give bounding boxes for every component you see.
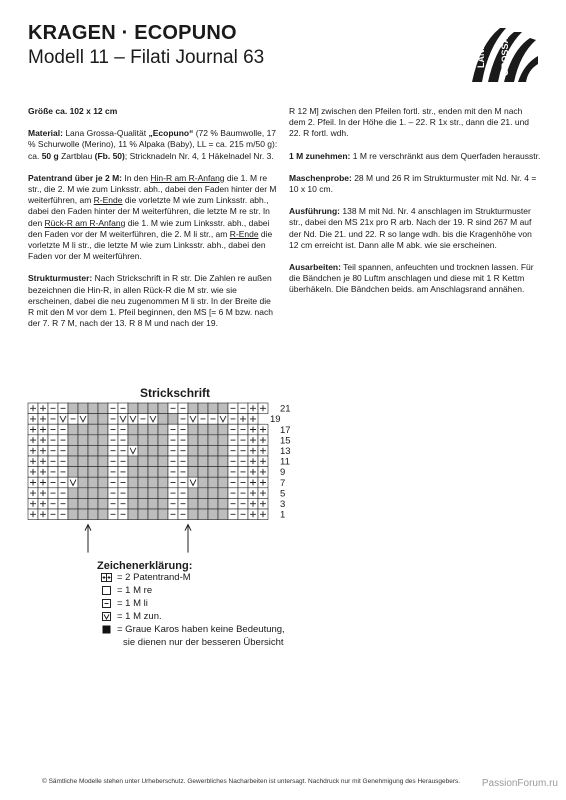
chart-cell <box>68 403 78 414</box>
chart-cell <box>138 445 148 456</box>
patent-symbol-icon <box>101 573 112 582</box>
chart-cell <box>198 488 208 499</box>
row-number-label: 1 <box>280 509 286 521</box>
chart-cell <box>158 467 168 478</box>
chart-cell <box>138 435 148 446</box>
chart-cell <box>188 488 198 499</box>
chart-cell <box>208 435 218 446</box>
size-heading: Größe ca. 102 x 12 cm <box>28 106 118 116</box>
row-number-label: 17 <box>280 424 291 436</box>
chart-cell <box>88 424 98 435</box>
chart-cell <box>138 456 148 467</box>
chart-cell <box>208 424 218 435</box>
chart-cell <box>138 467 148 478</box>
legend-title: Zeichenerklärung: <box>97 560 193 572</box>
svg-text:GROSSA: GROSSA <box>500 36 510 76</box>
chart-cell <box>208 467 218 478</box>
chart-cell <box>68 498 78 509</box>
chart-cell <box>128 467 138 478</box>
chart-cell <box>188 445 198 456</box>
chart-cell <box>218 456 228 467</box>
chart-cell <box>208 488 218 499</box>
material-paragraph: Material: Lana Grossa-Qualität „Ecopuno“ (72 % Baumwolle, 17 % Schurwolle (Merino), 11 % Alpaka (Baby), LL = ca. 215 m/50 g): ca. 50 g Zartblau (Fb. 50); Stricknadeln Nr. 4, 1 Häkelnadel Nr. 3. <box>28 128 278 161</box>
chart-cell <box>158 509 168 520</box>
chart-cell <box>128 498 138 509</box>
chart-cell <box>88 435 98 446</box>
chart-cell <box>98 445 108 456</box>
chart-cell <box>78 435 88 446</box>
chart-cell <box>78 509 88 520</box>
chart-cell <box>218 509 228 520</box>
chart-cell <box>218 477 228 488</box>
chart-cell <box>208 509 218 520</box>
chart-cell <box>138 403 148 414</box>
chart-cell <box>218 424 228 435</box>
legend-item-purl: = 1 M li <box>101 598 148 609</box>
gauge-paragraph: Maschenprobe: 28 M und 26 R im Strukturmuster mit Nd. Nr. 4 = 10 x 10 cm. <box>289 172 537 195</box>
chart-cell <box>138 477 148 488</box>
chart-cell <box>98 488 108 499</box>
chart-cell <box>78 477 88 488</box>
chart-cell <box>88 445 98 456</box>
chart-cell <box>98 435 108 446</box>
chart-cell <box>78 488 88 499</box>
page-subtitle: Modell 11 – Filati Journal 63 <box>28 47 265 68</box>
chart-cell <box>148 477 158 488</box>
chart-cell <box>148 456 158 467</box>
chart-cell <box>98 498 108 509</box>
chart-cell <box>138 424 148 435</box>
row-number-label: 15 <box>280 435 291 447</box>
chart-cell <box>208 477 218 488</box>
chart-cell <box>208 445 218 456</box>
chart-cell <box>158 414 168 425</box>
knit-symbol-icon <box>101 586 112 595</box>
chart-cell <box>98 414 108 425</box>
chart-cell <box>148 435 158 446</box>
chart-cell <box>128 488 138 499</box>
row-number-label: 9 <box>280 467 286 479</box>
chart-cell <box>98 424 108 435</box>
chart-cell <box>78 456 88 467</box>
legend-item-knit: = 1 M re <box>101 585 152 596</box>
legend-item-gray: = Graue Karos haben keine Bedeutung, <box>101 624 285 635</box>
chart-cell <box>158 498 168 509</box>
chart-cell <box>78 498 88 509</box>
chart-cell <box>208 403 218 414</box>
chart-cell <box>68 424 78 435</box>
chart-cell <box>188 403 198 414</box>
chart-cell <box>198 467 208 478</box>
chart-cell <box>198 509 208 520</box>
row-number-label: 7 <box>280 477 286 489</box>
chart-cell <box>138 488 148 499</box>
increase-symbol-icon <box>101 612 112 621</box>
chart-cell <box>148 424 158 435</box>
chart-cell <box>98 477 108 488</box>
row-number-label: 5 <box>280 488 286 500</box>
chart-cell <box>168 414 178 425</box>
row-number-label: 19 <box>270 414 281 426</box>
chart-cell <box>148 403 158 414</box>
chart-cell <box>148 445 158 456</box>
chart-cell <box>88 488 98 499</box>
gray-square-icon <box>101 625 112 634</box>
page-title: KRAGEN · ECOPUNO <box>28 22 237 44</box>
chart-cell <box>218 435 228 446</box>
pattern-continued: R 12 M] zwischen den Pfeilen fortl. str., enden mit den M nach dem 2. Pfeil. In der Höhe die 1. – 22. R 1x str., dann die 21. und 22. R fortl. wdh. <box>289 106 530 139</box>
chart-cell <box>88 414 98 425</box>
chart-cell <box>198 445 208 456</box>
chart-cell <box>78 467 88 478</box>
chart-cell <box>68 467 78 478</box>
chart-cell <box>148 467 158 478</box>
chart-cell <box>128 424 138 435</box>
chart-cell <box>88 467 98 478</box>
legend-item-patent: = 2 Patentrand-M <box>101 572 191 583</box>
chart-cell <box>128 403 138 414</box>
chart-cell <box>188 498 198 509</box>
chart-cell <box>148 498 158 509</box>
chart-cell <box>78 403 88 414</box>
row-number-label: 11 <box>280 456 290 468</box>
chart-cell <box>198 477 208 488</box>
chart-cell <box>138 498 148 509</box>
chart-cell <box>198 435 208 446</box>
chart-cell <box>78 424 88 435</box>
chart-cell <box>208 498 218 509</box>
chart-cell <box>188 435 198 446</box>
chart-cell <box>188 509 198 520</box>
legend-item-increase: = 1 M zun. <box>101 611 162 622</box>
chart-cell <box>158 488 168 499</box>
chart-cell <box>158 435 168 446</box>
chart-cell <box>98 403 108 414</box>
chart-cell <box>188 467 198 478</box>
chart-cell <box>158 403 168 414</box>
chart-cell <box>88 509 98 520</box>
chart-cell <box>218 467 228 478</box>
chart-cell <box>98 467 108 478</box>
watermark: PassionForum.ru <box>481 778 558 789</box>
chart-cell <box>68 445 78 456</box>
purl-symbol-icon <box>101 599 112 608</box>
finishing-paragraph: Ausarbeiten: Teil spannen, anfeuchten und trocknen lassen. Für die Bändchen je 80 Luftm anschlagen und diese mit 1 R Kettm überhäkeln. Die Bändchen beids. am Anschlagsrand annähen. <box>289 262 534 295</box>
chart-cell <box>198 403 208 414</box>
copyright-footer: © Sämtliche Modelle stehen unter Urheberschutz. Gewerbliches Nacharbeiten ist untersagt. Nachdruck nur mit Genehmigung des Herausgebers. <box>42 778 461 785</box>
chart-cell <box>218 403 228 414</box>
pattern-paragraph: Strukturmuster: Nach Strickschrift in R str. Die Zahlen re außen bezeichnen die Hin-R, in allen Rück-R die M str. wie sie erscheinen, dabei die neu zugenommen M li str. In der Breite die R mit den M vor dem 1. Pfeil beginnen, den MS [= 6 M bzw. nach der 7. R 7 M, nach der 13. R 8 M und nach der 19. <box>28 273 273 329</box>
chart-cell <box>138 509 148 520</box>
chart-cell <box>88 456 98 467</box>
legend-note: sie dienen nur der besseren Übersicht <box>123 637 284 648</box>
row-number-label: 3 <box>280 499 286 510</box>
chart-cell <box>128 456 138 467</box>
chart-cell <box>158 445 168 456</box>
chart-cell <box>148 488 158 499</box>
chart-cell <box>68 435 78 446</box>
increase-paragraph: 1 M zunehmen: 1 M re verschränkt aus dem Querfaden herausstr. <box>289 150 541 161</box>
chart-cell <box>128 477 138 488</box>
chart-cell <box>218 488 228 499</box>
chart-cell <box>218 445 228 456</box>
execution-paragraph: Ausführung: 138 M mit Nd. Nr. 4 anschlagen im Strukturmuster str., dabei den MS 21x pro R arb. Nach der 19. R sind 267 M auf der Nd. Die 21. und 22. R so lange wdh. bis die Kragenhöhe von 12 cm erreicht ist. Dann alle M abk. wie sie erscheinen. <box>289 206 532 250</box>
chart-cell <box>128 435 138 446</box>
chart-cell <box>158 424 168 435</box>
chart-cell <box>158 477 168 488</box>
svg-text:LANA: LANA <box>476 43 486 68</box>
chart-cell <box>208 456 218 467</box>
chart-cell <box>88 498 98 509</box>
chart-cell <box>188 456 198 467</box>
chart-cell <box>98 509 108 520</box>
repeat-arrow <box>85 525 91 553</box>
row-number-label: 21 <box>280 403 291 415</box>
chart-cell <box>158 456 168 467</box>
chart-cell <box>148 509 158 520</box>
chart-cell <box>98 456 108 467</box>
patent-edge-paragraph: Patentrand über je 2 M: In den Hin-R am R-Anfang die 1. M re str., die 2. M wie zum Linksstr. abh., dabei den Faden hinter der M weiterführen, am R-Ende die vorletzte M wie zum Linksstr. abh., dabei den Faden hinter der M weiterführen, die letzte M re str. In den Rück-R am R-Anfang die 1. M wie zum Linksstr. abh., dabei den Faden vor der M weiterführen, die 2. M li str., am R-Ende die vorletzte M li str., die letzte M wie zum Linksstr. abh., dabei den Faden vor der M weiterführen. <box>28 172 277 262</box>
row-number-label: 13 <box>280 446 291 457</box>
chart-cell <box>218 498 228 509</box>
chart-cell <box>68 488 78 499</box>
chart-cell <box>128 509 138 520</box>
chart-cell <box>198 498 208 509</box>
chart-cell <box>188 424 198 435</box>
chart-cell <box>88 403 98 414</box>
chart-cell <box>68 456 78 467</box>
chart-title: Strickschrift <box>140 386 211 400</box>
chart-cell <box>78 445 88 456</box>
chart-cell <box>68 509 78 520</box>
chart-cell <box>88 477 98 488</box>
repeat-arrow <box>185 525 191 553</box>
chart-cell <box>198 456 208 467</box>
chart-cell <box>198 424 208 435</box>
